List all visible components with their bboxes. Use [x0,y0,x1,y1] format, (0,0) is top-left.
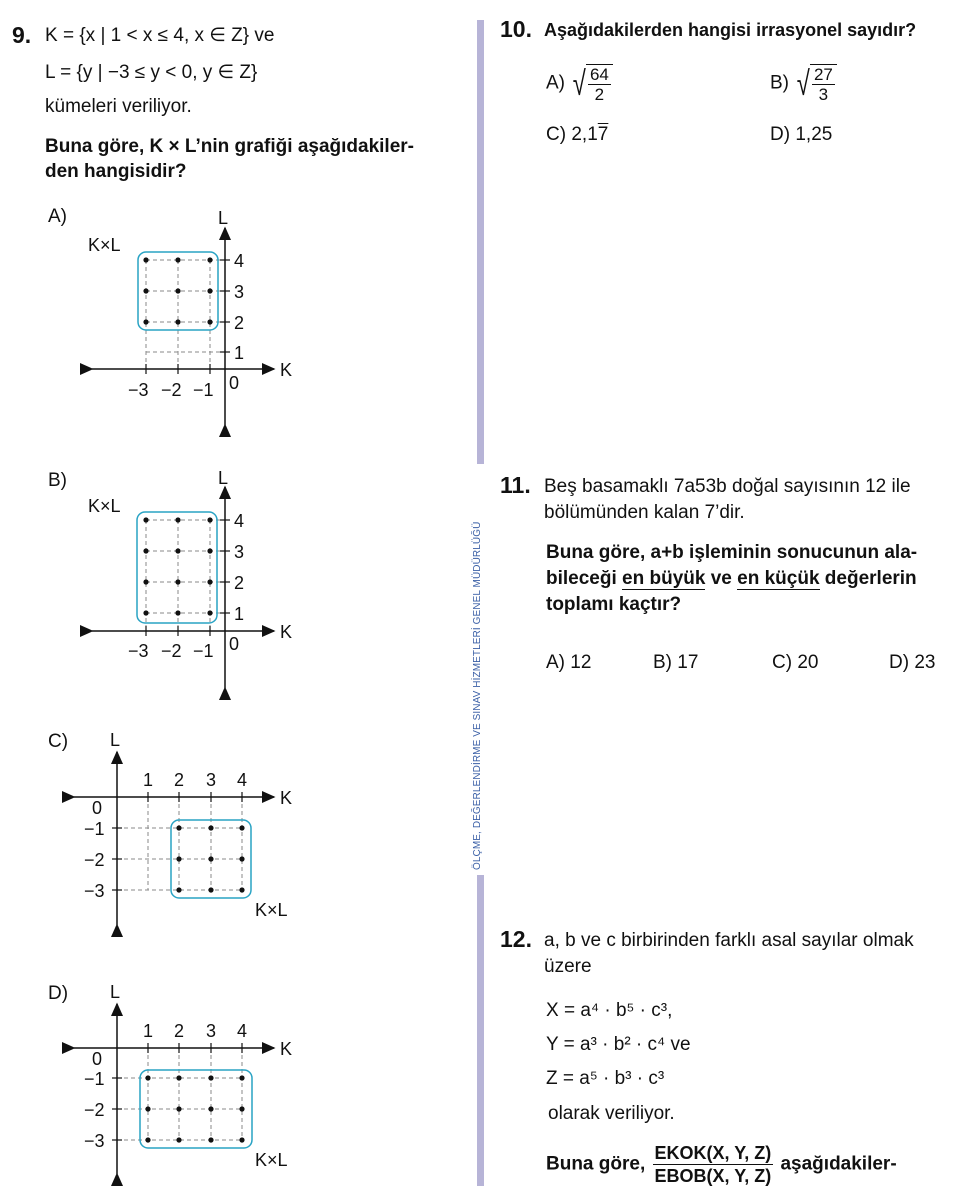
q10-option-d[interactable]: D) 1,25 [770,124,833,145]
svg-text:−2: −2 [161,380,182,400]
q9-set-k: K = {x | 1 < x ≤ 4, x ∈ Z} ve [45,25,275,46]
graph-d-x-axis: K [280,1039,293,1059]
q10-option-a[interactable]: A) √ $\frac{64}{2}$ [546,64,613,103]
svg-text:−1: −1 [84,819,105,839]
question-12-number: 12. [500,926,532,952]
q11-prompt-line3: toplamı kaçtır? [546,594,682,615]
svg-text:−3: −3 [128,641,149,661]
svg-text:3: 3 [234,282,245,302]
q11-option-c[interactable]: C) 20 [772,652,819,673]
column-divider-bottom [477,875,484,1186]
graph-a[interactable] [88,208,292,425]
svg-text:−1: −1 [84,1069,105,1089]
graph-c-set-label: K×L [255,900,288,920]
svg-text:3: 3 [206,770,217,790]
question-11-number: 11. [500,472,531,498]
q9-option-b-label[interactable]: B) [48,470,67,491]
q9-option-a-label[interactable]: A) [48,206,67,227]
q10-option-c[interactable]: C) 2,17 [546,124,609,145]
q11-line2: bölümünden kalan 7’dir. [544,502,745,523]
graph-a-x-axis: K [280,360,293,380]
q11-prompt-line2: bileceği en büyük ve en küçük değerlerin [546,568,917,589]
svg-text:−1: −1 [193,380,214,400]
svg-text:−2: −2 [84,1100,105,1120]
graph-a-origin: 0 [229,373,240,393]
svg-text:4: 4 [237,770,248,790]
graph-b[interactable] [88,468,292,688]
svg-text:2: 2 [234,313,245,333]
svg-text:1: 1 [143,770,154,790]
graph-d-set-label: K×L [255,1150,288,1170]
q12-line1: a, b ve c birbirinden farklı asal sayılar olmak [544,930,914,951]
svg-text:3: 3 [206,1021,217,1041]
svg-text:−2: −2 [161,641,182,661]
q10-option-b[interactable]: B) √ $\frac{27}{3}$ [770,64,837,103]
svg-text:1: 1 [143,1021,154,1041]
q12-z-equation: Z = a⁵ · b³ · c³ [546,1068,665,1089]
svg-text:2: 2 [174,1021,185,1041]
graph-b-x-axis: K [280,622,293,642]
svg-text:−3: −3 [84,1131,105,1151]
graph-a-y-axis: L [218,208,229,228]
svg-text:2: 2 [234,573,245,593]
svg-text:1: 1 [234,604,245,624]
question-9-number: 9. [12,22,32,48]
q9-option-c-label[interactable]: C) [48,731,69,752]
q11-line1: Beş basamaklı 7a53b doğal sayısının 12 ile [544,476,911,497]
q12-x-equation: X = a⁴ · b⁵ · c³, [546,1000,673,1021]
svg-text:−1: −1 [193,641,214,661]
q9-set-l: L = {y | −3 ≤ y < 0, y ∈ Z} [45,62,258,83]
svg-text:3: 3 [234,542,245,562]
q9-given: kümeleri veriliyor. [45,96,192,117]
graph-b-set-label: K×L [88,496,121,516]
q9-prompt-line1: Buna göre, K × L’nin grafiği aşağıdakiler- [45,136,414,157]
graph-b-origin: 0 [229,634,240,654]
graph-a-set-label: K×L [88,235,121,255]
graph-d-y-axis: L [110,982,121,1002]
q11-option-d[interactable]: D) 23 [889,652,936,673]
sidebar-vertical-text: ÖLÇME, DEĞERLENDİRME VE SINAV HİZMETLERİ GENEL MÜDÜRLÜĞÜ [472,521,483,870]
q12-line2: üzere [544,956,592,977]
svg-text:4: 4 [237,1021,248,1041]
column-divider-top [477,20,484,464]
q12-line3: olarak veriliyor. [548,1103,675,1124]
svg-text:4: 4 [234,251,245,271]
q12-prompt: Buna göre, EKOK(X, Y, Z) EBOB(X, Y, Z) aşağıdakiler- [546,1143,897,1186]
graph-d[interactable] [74,982,292,1174]
graph-c-x-axis: K [280,788,293,808]
svg-text:−2: −2 [84,850,105,870]
graph-c[interactable] [74,730,292,925]
question-10-number: 10. [500,16,532,42]
q11-prompt-line1: Buna göre, a+b işleminin sonucunun ala- [546,542,918,563]
svg-text:4: 4 [234,511,245,531]
graph-d-origin: 0 [92,1049,103,1069]
svg-text:−3: −3 [128,380,149,400]
q10-question: Aşağıdakilerden hangisi irrasyonel sayıdır? [544,20,917,40]
q9-graphs [0,0,470,1186]
q9-prompt-line2: den hangisidir? [45,161,187,182]
q11-option-a[interactable]: A) 12 [546,652,592,673]
svg-text:1: 1 [234,343,245,363]
q9-option-d-label[interactable]: D) [48,983,69,1004]
svg-text:−3: −3 [84,881,105,901]
q11-option-b[interactable]: B) 17 [653,652,699,673]
svg-text:2: 2 [174,770,185,790]
graph-c-origin: 0 [92,798,103,818]
graph-b-y-axis: L [218,468,229,488]
q12-y-equation: Y = a³ · b² · c⁴ ve [546,1034,691,1055]
graph-c-y-axis: L [110,730,121,750]
